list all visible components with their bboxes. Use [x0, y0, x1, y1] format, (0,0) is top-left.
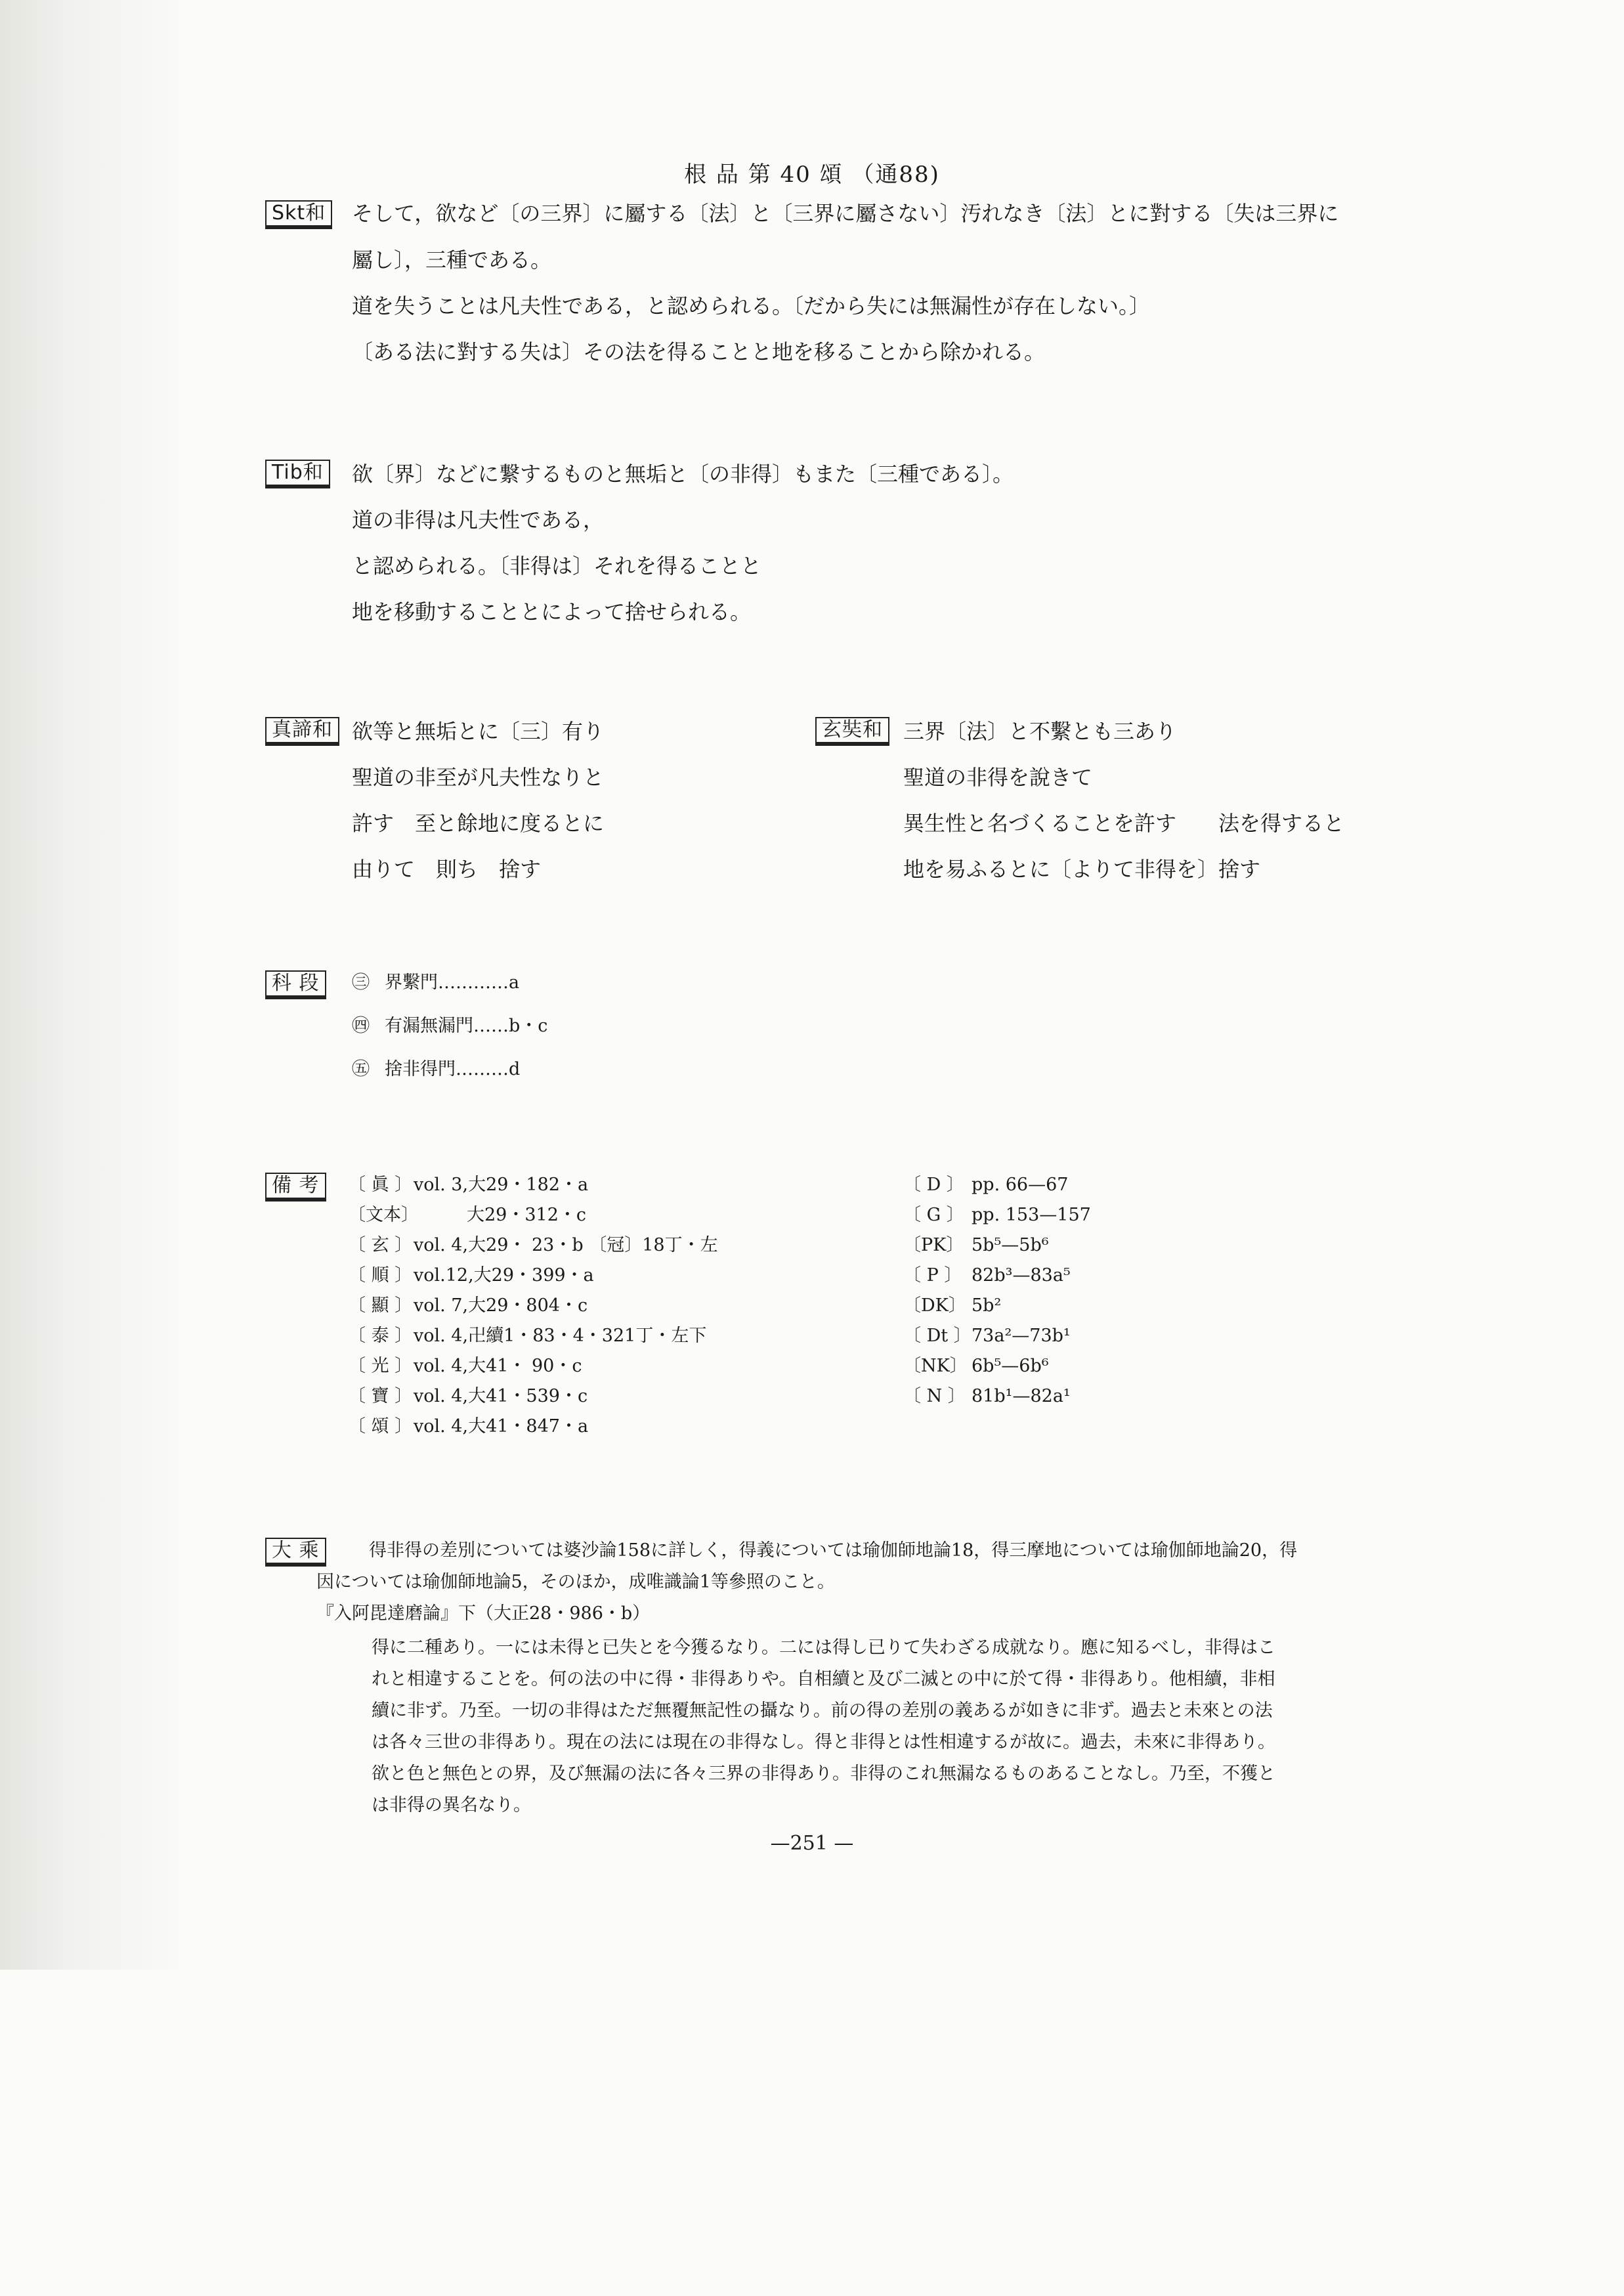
skt-line-4: 〔ある法に對する失は〕その法を得ることと地を移ることから除かれる。 — [352, 339, 1046, 364]
biko-left-label-5: 〔 顯 〕 — [348, 1295, 413, 1316]
kadan-item-1-text: 界繫門…………a — [385, 972, 520, 993]
shindai-line-3: 許す 至と餘地に度るとに — [352, 811, 605, 836]
biko-right-label-5: 〔DK〕 — [903, 1295, 966, 1316]
biko-right-label-2: 〔 G 〕 — [903, 1205, 964, 1225]
biko-right-ref-6: 73a²—73b¹ — [972, 1326, 1071, 1346]
page-number: —251 — — [770, 1832, 854, 1855]
kadan-item-2-num: ㊃ — [352, 1016, 370, 1036]
daijo-body-4: は各々三世の非得あり。現在の法には現在の非得なし。得と非得とは性相違するが故に。過去，未來に非得あり。 — [372, 1732, 1275, 1752]
biko-right-label-1: 〔 D 〕 — [903, 1175, 964, 1195]
kadan-item-2-text: 有漏無漏門……b・c — [385, 1016, 548, 1036]
biko-left-label-8: 〔 寶 〕 — [348, 1386, 413, 1406]
biko-left-ref-5: vol. 7,大29・804・c — [414, 1295, 588, 1316]
kadan-item-3-text: 捨非得門………d — [385, 1059, 521, 1079]
genjo-tag: 玄奘和 — [815, 717, 889, 746]
biko-right-ref-7: 6b⁵—6b⁶ — [972, 1356, 1049, 1376]
skt-line-1: そして，欲など〔の三界〕に屬する〔法〕と〔三界に屬さない〕汚れなき〔法〕とに對する〔失は三界に — [352, 201, 1339, 226]
daijo-intro-2: 因については瑜伽師地論5，そのほか，成唯識論1等參照のこと。 — [316, 1572, 835, 1592]
scan-edge-shadow — [0, 0, 197, 1970]
biko-right-ref-5: 5b² — [972, 1295, 1002, 1316]
biko-right-label-8: 〔 N 〕 — [903, 1386, 966, 1406]
biko-tag: 備 考 — [265, 1173, 326, 1202]
skt-line-2: 屬し〕，三種である。 — [352, 248, 552, 272]
biko-left-ref-7: vol. 4,大41・ 90・c — [414, 1356, 582, 1376]
genjo-line-1: 三界〔法〕と不繫とも三あり — [903, 719, 1177, 744]
kadan-item-3-num: ㊄ — [352, 1059, 370, 1079]
biko-left-ref-4: vol.12,大29・399・a — [414, 1265, 594, 1286]
biko-left-label-3: 〔 玄 〕 — [348, 1235, 413, 1255]
biko-left-ref-3: vol. 4,大29・ 23・b 〔冠〕18丁・左 — [414, 1235, 718, 1255]
tib-tag: Tib和 — [265, 460, 330, 488]
shindai-line-2: 聖道の非至が凡夫性なりと — [352, 765, 605, 790]
daijo-body-5: 欲と色と無色との界，及び無漏の法に各々三界の非得あり。非得のこれ無漏なるものあることなし。乃至，不獲と — [372, 1764, 1275, 1784]
biko-left-ref-8: vol. 4,大41・539・c — [414, 1386, 588, 1406]
tib-line-2: 道の非得は凡夫性である， — [352, 508, 605, 532]
page-title: 根 品 第 40 頌 （通88) — [684, 162, 940, 188]
biko-right-ref-3: 5b⁵—5b⁶ — [972, 1235, 1049, 1255]
daijo-body-3: 續に非ず。乃至。一切の非得はただ無覆無記性の攝なり。前の得の差別の義あるが如きに非ず。過去と未來との法 — [372, 1700, 1273, 1721]
biko-left-label-7: 〔 光 〕 — [348, 1356, 413, 1376]
daijo-body-6: は非得の異名なり。 — [372, 1795, 531, 1815]
biko-left-ref-6: vol. 4,卍續1・83・4・321丁・左下 — [414, 1326, 707, 1346]
biko-left-ref-1: vol. 3,大29・182・a — [414, 1175, 589, 1195]
biko-right-label-4: 〔 P 〕 — [903, 1265, 962, 1286]
biko-right-ref-8: 81b¹—82a¹ — [972, 1386, 1071, 1406]
shindai-tag: 真諦和 — [265, 717, 339, 746]
biko-left-ref-2: 大29・312・c — [414, 1205, 587, 1225]
kadan-tag: 科 段 — [265, 970, 326, 999]
biko-right-ref-2: pp. 153—157 — [972, 1205, 1091, 1225]
shindai-line-1: 欲等と無垢とに〔三〕有り — [352, 719, 605, 744]
skt-line-3: 道を失うことは凡夫性である，と認められる。〔だから失には無漏性が存在しない。〕 — [352, 293, 1151, 318]
biko-right-label-6: 〔 Dt 〕 — [903, 1326, 972, 1346]
tib-line-1: 欲〔界〕などに繋するものと無垢と〔の非得〕もまた〔三種である〕。 — [352, 462, 1014, 487]
biko-right-ref-1: pp. 66—67 — [972, 1175, 1069, 1195]
skt-tag: Skt和 — [265, 200, 332, 229]
genjo-line-3: 異生性と名づくることを許す 法を得すると — [903, 811, 1345, 836]
daijo-tag: 大 乘 — [265, 1538, 326, 1567]
daijo-source: 『入阿毘達磨論』下（大正28・986・b） — [316, 1603, 651, 1624]
genjo-line-2: 聖道の非得を說きて — [903, 765, 1093, 790]
tib-line-4: 地を移動することとによって捨せられる。 — [352, 599, 752, 624]
tib-line-3: と認められる。〔非得は〕それを得ることと — [352, 553, 762, 578]
biko-left-label-9: 〔 頌 〕 — [348, 1416, 413, 1437]
genjo-line-4: 地を易ふるとに〔よりて非得を〕捨す — [903, 857, 1261, 882]
daijo-body-1: 得に二種あり。一には未得と已失とを今獲るなり。二には得し已りて失わざる成就なり。應に知るべし，非得はこ — [372, 1637, 1275, 1658]
biko-left-label-2: 〔文本〕 — [348, 1205, 419, 1225]
daijo-intro-1: 得非得の差別については婆沙論158に詳しく，得義については瑜伽師地論18，得三摩地については瑜伽師地論20，得 — [369, 1540, 1298, 1561]
biko-left-label-6: 〔 泰 〕 — [348, 1326, 413, 1346]
biko-left-label-4: 〔 順 〕 — [348, 1265, 413, 1286]
daijo-body-2: れと相違することを。何の法の中に得・非得ありや。自相續と及び二滅との中に於て得・非得あり。他相續，非相 — [372, 1669, 1275, 1689]
shindai-line-4: 由りて 則ち 捨す — [352, 857, 542, 882]
biko-right-ref-4: 82b³—83a⁵ — [972, 1265, 1071, 1286]
biko-right-label-7: 〔NK〕 — [903, 1356, 968, 1376]
biko-right-label-3: 〔PK〕 — [903, 1235, 964, 1255]
biko-left-label-1: 〔 眞 〕 — [348, 1175, 413, 1195]
biko-left-ref-9: vol. 4,大41・847・a — [414, 1416, 589, 1437]
kadan-item-1-num: ㊂ — [352, 972, 370, 993]
